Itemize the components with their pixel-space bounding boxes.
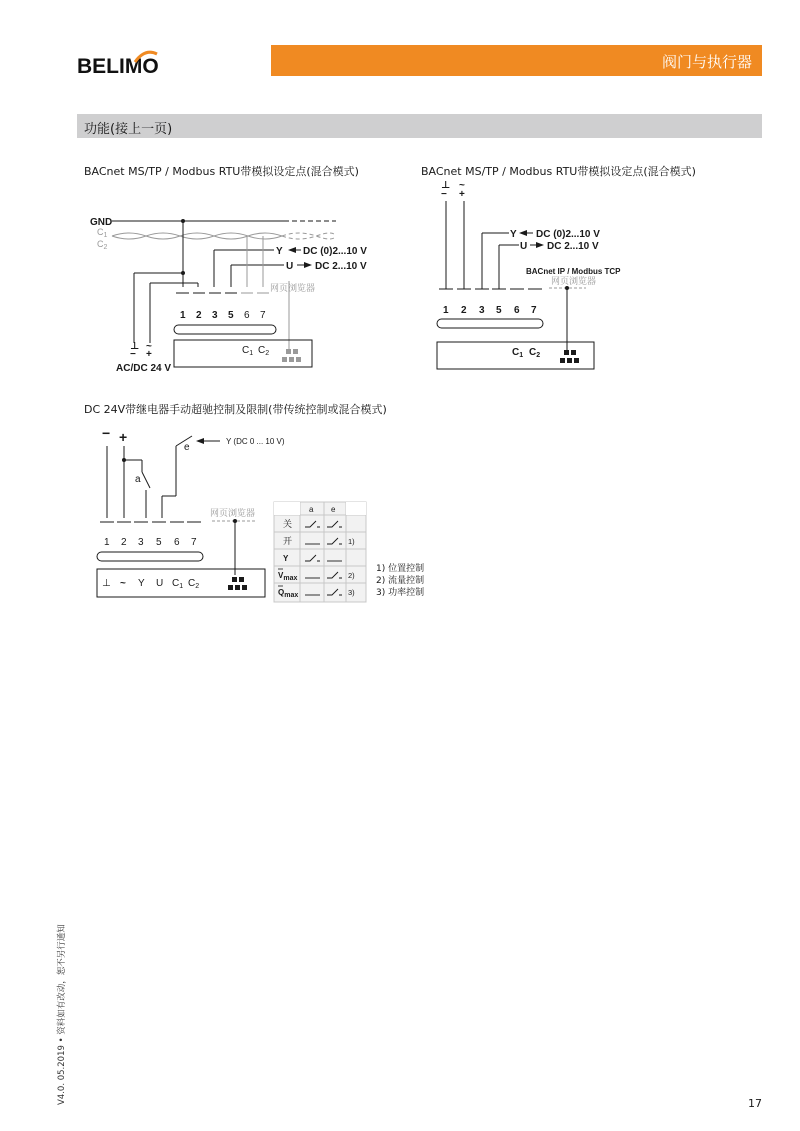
- y-arrow-icon: [519, 230, 527, 236]
- wiring-diagram-3: [84, 420, 464, 610]
- plus-symbol: +: [459, 189, 465, 200]
- cable-bundle: [174, 325, 276, 334]
- table-row-off-label: 关: [283, 520, 293, 530]
- minus-symbol: −: [441, 189, 447, 200]
- network-port-icon: [560, 350, 579, 363]
- u-arrow-icon: [536, 242, 544, 248]
- terminal-6: 6: [244, 310, 250, 321]
- terminal-7: 7: [260, 310, 266, 321]
- terminal-3: 3: [212, 310, 218, 321]
- terminal-2: 2: [121, 537, 127, 548]
- table-row-qmax-note: 3): [348, 588, 355, 597]
- relay-table: [274, 502, 366, 602]
- terminal-3: 3: [138, 537, 144, 548]
- terminal-5: 5: [156, 537, 162, 548]
- page-number: 17: [748, 1097, 762, 1110]
- network-port-icon: [282, 349, 301, 362]
- terminal-1: 1: [443, 305, 449, 316]
- terminal-6: 6: [514, 305, 520, 316]
- section-title: 功能(接上一页): [84, 122, 173, 137]
- section-bar: [77, 114, 762, 138]
- logo-text: BELIMO: [77, 55, 159, 78]
- terminal-6: 6: [174, 537, 180, 548]
- y-signal: DC (0)2...10 V: [536, 229, 600, 240]
- y-arrow-icon: [196, 438, 204, 444]
- relay-contact-a: [142, 472, 150, 488]
- box-c2: $C_2$: [258, 345, 270, 357]
- table-row-vmax-note: 2): [348, 571, 355, 580]
- table-row-qmax-label: Qmax: [278, 588, 299, 599]
- ground-symbol: ⊥: [130, 341, 140, 352]
- gnd-label: GND: [90, 217, 113, 228]
- terminal-1: 1: [104, 537, 110, 548]
- minus-symbol: −: [130, 349, 136, 360]
- table-row-open-label: 开: [283, 537, 293, 547]
- minus-symbol: −: [102, 425, 111, 441]
- box-label-u: U: [156, 578, 164, 589]
- u-signal: DC 2...10 V: [315, 261, 367, 272]
- cable-bundle: [97, 552, 203, 561]
- y-signal: Y (DC 0 ... 10 V): [226, 437, 285, 446]
- terminal-1: 1: [180, 310, 186, 321]
- contact-e-label: e: [184, 442, 190, 453]
- terminal-2: 2: [461, 305, 467, 316]
- y-arrow-icon: [288, 247, 296, 253]
- network-port-icon: [228, 577, 247, 590]
- terminal-3: 3: [479, 305, 485, 316]
- contact-a-label: a: [135, 474, 141, 485]
- terminal-5: 5: [228, 310, 234, 321]
- plus-symbol: +: [146, 349, 152, 360]
- header-bar: [271, 45, 762, 76]
- u-arrow-icon: [304, 262, 312, 268]
- note-3: 3) 功率控制: [376, 588, 425, 598]
- box-c1: $C_1$: [242, 345, 254, 357]
- supply-label: AC/DC 24 V: [116, 363, 172, 374]
- diagram2-caption: BACnet MS/TP / Modbus RTU带模拟设定点(混合模式): [421, 165, 696, 178]
- y-label: Y: [510, 229, 517, 240]
- y-label: Y: [276, 246, 283, 257]
- box-label-c2: $C_2$: [188, 578, 200, 590]
- revision-note: [55, 924, 67, 1106]
- wiring-diagram-1: [84, 205, 384, 385]
- u-label: U: [520, 241, 528, 252]
- u-label: U: [286, 261, 294, 272]
- diagram1-watermark: 网页浏览器: [270, 283, 316, 293]
- table-header-a: a: [309, 505, 314, 514]
- tilde-symbol: ~: [146, 341, 152, 352]
- wiring-diagram-2: [421, 175, 721, 375]
- terminal-5: 5: [496, 305, 502, 316]
- c1-label: $C_1$: [97, 227, 108, 239]
- logo-swoosh-icon: [133, 50, 159, 64]
- box-label-tilde: ~: [120, 578, 126, 589]
- box-label-ground: ⊥: [102, 578, 111, 589]
- tilde-symbol: ~: [459, 180, 465, 191]
- header-title: 阀门与执行器: [661, 53, 752, 71]
- terminal-2: 2: [196, 310, 202, 321]
- diagram1-caption: BACnet MS/TP / Modbus RTU带模拟设定点(混合模式): [84, 165, 359, 178]
- network-label: BACnet IP / Modbus TCP: [526, 267, 621, 276]
- box-label-y: Y: [138, 578, 145, 589]
- diagram3-watermark: 网页浏览器: [210, 508, 256, 518]
- box-c2: $C_2$: [529, 347, 541, 359]
- ground-symbol: ⊥: [441, 180, 451, 191]
- diagram2-watermark: 网页浏览器: [551, 276, 597, 286]
- u-signal: DC 2...10 V: [547, 241, 599, 252]
- plus-symbol: +: [119, 429, 128, 445]
- table-row-open-note: 1): [348, 537, 355, 546]
- diagram3-caption: DC 24V带继电器手动超驰控制及限制(带传统控制或混合模式): [84, 403, 387, 416]
- terminal-7: 7: [531, 305, 537, 316]
- belimo-logo: [77, 50, 157, 80]
- note-1: 1) 位置控制: [376, 564, 425, 574]
- table-row-vmax-label: Vmax: [278, 571, 298, 582]
- box-label-c1: $C_1$: [172, 578, 184, 590]
- note-2: 2) 流量控制: [376, 576, 425, 586]
- cable-bundle: [437, 319, 543, 328]
- table-row-y-label: Y: [283, 554, 289, 563]
- revision-note-text: V4.0. 05.2019 • 资料如有改动，恕不另行通知: [57, 924, 67, 1105]
- c2-label: $C_2$: [97, 239, 108, 251]
- y-signal: DC (0)2...10 V: [303, 246, 367, 257]
- table-header-e: e: [331, 505, 336, 514]
- terminal-7: 7: [191, 537, 197, 548]
- box-c1: $C_1$: [512, 347, 524, 359]
